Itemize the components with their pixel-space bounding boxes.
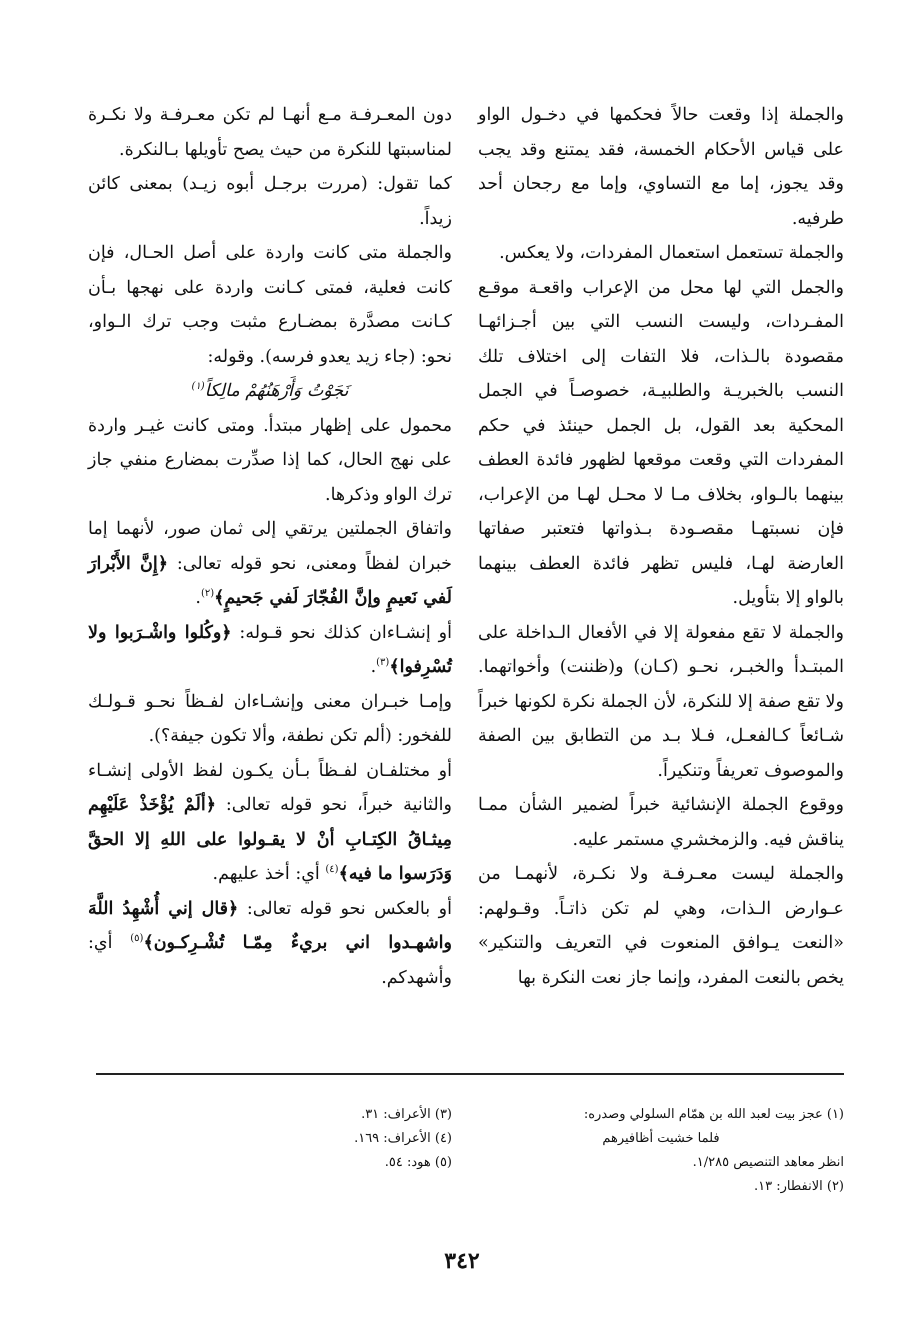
paragraph-asl-hal: والجملة متى كانت واردة على أصل الحـال، فإن كانت فعلية، فمتى كـانت واردة على نهجها بـأن كـانت مصدَّرة بمضـارع مثبت وجب ترك الـواو، نحو: (جاء زيد يعدو فرسه). وقوله: (88, 243, 452, 367)
paragraph-khabaran: وإمـا خبـران معنى وإنشـاءان لفـظاً نحـو قـولـك للفخور: (ألم تكن نطفة، وألا تكون جيفة؟). (88, 691, 452, 746)
footnote-1: (١) عجز بيت لعبد الله بن همّام السلولي وصدره: (583, 1107, 844, 1122)
right-column (478, 98, 844, 995)
quran-quote: ﴿وكُلوا واشْـرَبوا ولا تُسْرِفوا﴾ (88, 622, 452, 677)
footnotes-left (240, 1103, 452, 1175)
footnotes-right (478, 1103, 844, 1199)
paragraph-marifa: والجملة ليست معـرفـة ولا نكـرة، لأنهمـا من عـوارض الـذات، وهي لم تكن ذاتـاً. وقـولهم: «النعت يـوافق المنعوت في التعريف والتنكير» يخص بالنعت المفرد، وإنما جاز نعت النكرة بها (478, 864, 844, 988)
verse-text: نَجَوْتُ وَأَرْهَنُهُمْ مالِكاً (204, 381, 349, 401)
paragraph-inshaan: أو إنشـاءان كذلك نحو قـوله: ﴿وكُلوا واشْـرَبوا ولا تُسْرِفوا﴾$^{(٣)}$. (88, 622, 452, 677)
footnote-ref-3: (٣) (376, 657, 390, 669)
paragraph-mahall: والجمل التي لها محل من الإعراب واقعـة موقـع المفـردات، وليست النسب التي بين أجـزائهـا مقصودة بالـذات، فلا التفات إلى اختلاف تلك النسب بالخبريـة والطلبيـة، خصوصـاً في الجمل المحكية بعد القول، بل الجمل حينئذ في حكم المفردات التي وقعت موقعها لظهور فائدة العطف بينهما بالـواو، بخلاف مـا لا محـل لهـا من الإعراب، فإن نسبتهـا مقصـودة بـذواتها فتعتبر صفاتها العارضة لهـا، فليس تظهر فائدة العطف بينهما بالواو إلا بتأويل. (478, 277, 844, 608)
footnote-ref-2: (٢) (200, 588, 215, 600)
paragraph-mufradat: والجملة تستعمل استعمال المفردات، ولا يعكس. (499, 243, 844, 263)
paragraph-hal: والجملة إذا وقعت حالاً فحكمها في دخـول الواو على قياس الأحكام الخمسة، فقد يمتنع وقد يجب وقد يجوز، إما مع التساوي، وإما مع رجحان أحد طرفيه. (478, 105, 844, 229)
quran-quote: ﴿إِنَّ الأَبْرارَ لَفي نَعيمٍ وإنَّ الفُجّارَ لَفي جَحيمٍ﴾ (88, 553, 452, 608)
quran-quote: ﴿قال إني أُشْهِدُ اللَّهَ واشهـدوا اني بريءٌ مِمّـا تُشْـرِكـون﴾ (88, 898, 452, 953)
paragraph-example: كما تقول: (مررت برجـل أبوه زيـد) بمعنى كائن زيداً. (88, 174, 452, 229)
poetry-verse (88, 374, 452, 409)
footnote-5: (٥) هود: ٥٤. (384, 1155, 452, 1170)
footnote-2: (٢) الانفطار: ١٣. (753, 1179, 844, 1194)
quran-quote: ﴿ألَمْ يُؤْخَذْ عَلَيْهِم مِيثـاقُ الكِتـابِ أنْ لا يقـولوا على اللهِ إلا الحقَّ وَدَرَسوا ما فيه﴾ (88, 795, 452, 884)
footnote-4: (٤) الأعراف: ١٦٩. (354, 1131, 452, 1146)
left-column (88, 98, 452, 995)
footnote-ref-5: (٥) (130, 933, 144, 945)
paragraph-ittifaq: واتفاق الجملتين يرتقي إلى ثمان صور، لأنهما إما خبران لفظاً ومعنى، نحو قوله تعالى: ﴿إِنَّ الأَبْرارَ لَفي نَعيمٍ وإنَّ الفُجّارَ لَفي جَحيمٍ﴾$^{(٢)}$. (88, 519, 452, 608)
footnote-1-source: انظر معاهد التنصيص ١/٢٨٥. (692, 1155, 844, 1170)
paragraph-nakira: دون المعـرفـة مـع أنهـا لم تكن معـرفـة ولا نكـرة لمناسبتها للنكرة من حيث يصح تأويلها بـالنكرة. (88, 105, 452, 160)
page-number: ٣٤٢ (444, 1248, 480, 1274)
footnote-1-verse: فلما خشيت أظافيرهم (602, 1131, 720, 1146)
footnote-ref-4: (٤) (325, 864, 339, 876)
paragraph-mafula: والجملة لا تقع مفعولة إلا في الأفعال الـداخلة على المبتـدأ والخبـر، نحـو (كـان) و(ظننت) وأخواتهما. ولا تقع صفة إلا للنكرة، لأن الجملة نكرة لكونها خبراً شـائعاً كـالفعـل، فـلا بـد من التطابق بين الصفة والموصوف تعريفاً وتنكيراً. (478, 622, 844, 781)
paragraph-mukhtalifan: أو مختلفـان لفـظاً بـأن يكـون لفظ الأولى إنشـاء والثانية خبراً، نحو قوله تعالى: ﴿ألَمْ يُؤْخَذْ عَلَيْهِم مِيثـاقُ الكِتـابِ أنْ لا يقـولوا على اللهِ إلا الحقَّ وَدَرَسوا ما فيه﴾$^{(٤)}$ أي: أخذ عليهم. (88, 760, 452, 884)
footnote-divider (96, 1073, 844, 1075)
footnote-3: (٣) الأعراف: ٣١. (361, 1107, 452, 1122)
footnote-ref-1: (١) (191, 381, 205, 393)
paragraph-shaan: ووقوع الجملة الإنشائية خبراً لضمير الشأن ممـا يناقش فيه. والزمخشري مستمر عليه. (478, 795, 844, 850)
paragraph-mahmul: محمول على إظهار مبتدأ. ومتى كانت غيـر واردة على نهج الحال، كما إذا صدِّرت بمضارع منفي جاز ترك الواو وذكرها. (88, 415, 452, 505)
paragraph-aks: أو بالعكس نحو قوله تعالى: ﴿قال إني أُشْهِدُ اللَّهَ واشهـدوا اني بريءٌ مِمّـا تُشْـرِكـون﴾$^{(٥)}$ أي: وأشهدكم. (88, 898, 452, 988)
